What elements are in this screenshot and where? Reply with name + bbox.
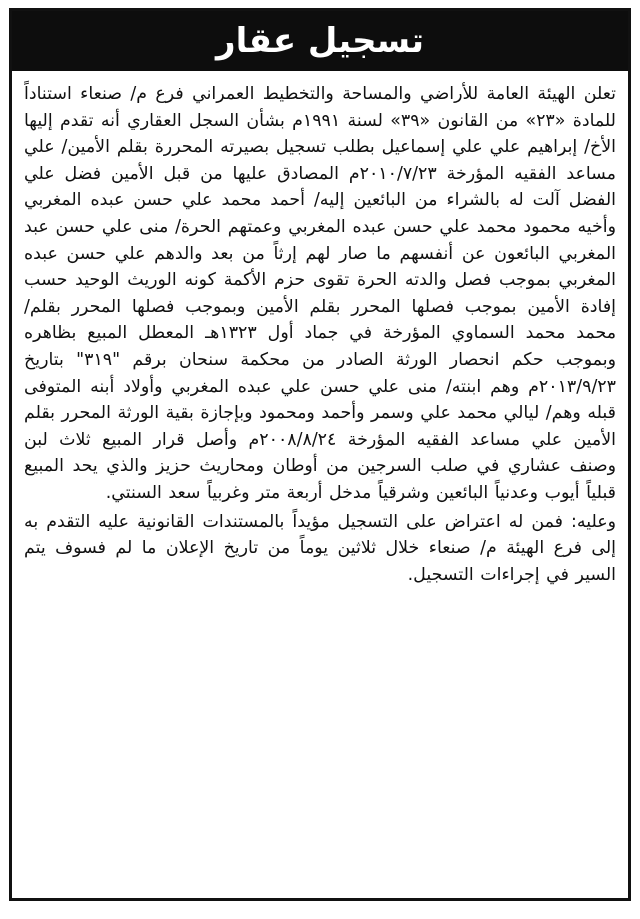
notice-objection-paragraph: وعليه: فمن له اعتراض على التسجيل مؤيداً بالمستندات القانونية عليه التقدم به إلى فرع الهيئة م/ صنعاء خلال ثلاثين يوماً من تاريخ الإعلان ما لم فسوف يتم السير في إجراءات التسجيل. [24,511,616,585]
notice-title: تسجيل عقار [216,21,424,61]
notice-main-paragraph: تعلن الهيئة العامة للأراضي والمساحة والتخطيط العمراني فرع م/ صنعاء استناداً للمادة «٢٣» من القانون «٣٩» لسنة ١٩٩١م بشأن السجل العقاري أنه تقدم إليها الأخ/ إبراهيم علي علي إسماعيل بطلب تسجيل بصيرته المحررة بقلم الأمين/ علي مساعد الفقيه المؤرخة ٢٠١٠/٧/٢٣م المصادق عليها من قبل الأمين فضل علي الفضل آلت له بالشراء من البائعين إليه/ أحمد محمد علي حسن عبده المغربي وأخيه محمود محمد علي حسن عبده المغربي وعمتهم الحرة/ منى علي حسن عبد المغربي البائعون عن أنفسهم ما صار لهم إرثاً من بعد والدهم علي حسن عبده المغربي بموجب فصل والدته الحرة تقوى حزم الأكمة كونه الوريث الوحيد حسب إفادة الأمين بموجب فصلها المحرر بقلم الأمين وبموجب فصلها المحرر بقلم/ محمد محمد السماوي المؤرخة في جماد أول ١٣٢٣هـ المعطل المبيع بظاهره وبموجب حكم انحصار الورثة الصادر من محكمة سنحان برقم "٣١٩" بتاريخ ٢٠١٣/٩/٢٣م وهم ابنته/ منى علي حسن علي عبده المغربي وأولاد أبنه المتوفى قبله وهم/ ليالي محمد علي وسمر وأحمد ومحمود وبإجازة بقية الورثة المحرر بقلم الأمين علي مساعد الفقيه المؤرخة ٢٠٠٨/٨/٢٤م وأصل قرار المبيع ثلاث لبن وصنف عشاري في صلب السرجين من أوطان ومحاريث حزيز والذي يحد المبيع قبلياً أيوب وعدنياً البائعين وشرقياً مدخل أربعة متر وغربياً سعد السنتي. [24,84,617,503]
notice-header [12,11,628,71]
property-registration-notice [9,8,631,901]
notice-body [12,71,628,596]
